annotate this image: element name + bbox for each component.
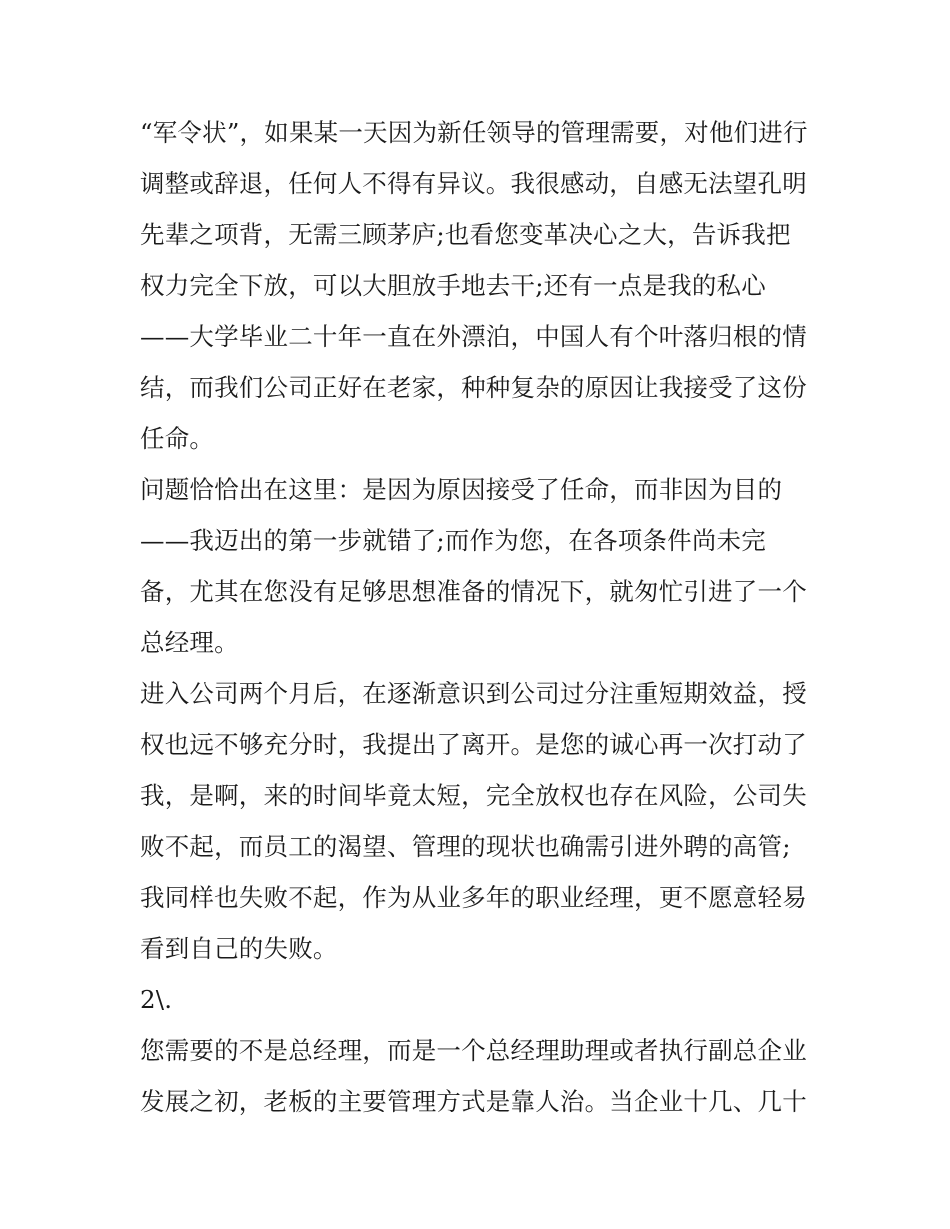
text-line: 结，而我们公司正好在老家，种种复杂的原因让我接受了这份 [140,373,807,402]
text-line: 败不起，而员工的渴望、管理的现状也确需引进外聘的高管; [140,832,791,861]
text-line: 问题恰恰出在这里：是因为原因接受了任命，而非因为目的 [140,475,783,504]
text-line: 任命。 [140,424,215,453]
text-line: 我同样也失败不起，作为从业多年的职业经理，更不愿意轻易 [140,883,807,912]
text-line: 我，是啊，来的时间毕竟太短，完全放权也存在风险，公司失 [140,781,807,810]
section-number: 2\. [140,985,173,1014]
text-line: 权也远不够充分时，我提出了离开。是您的诚心再一次打动了 [140,730,807,759]
text-line: ——我迈出的第一步就错了;而作为您，在各项条件尚未完 [140,526,766,555]
text-line: 权力完全下放，可以大胆放手地去干;还有一点是我的私心 [140,271,766,300]
text-line: ——大学毕业二十年一直在外漂泊，中国人有个叶落归根的情 [140,322,807,351]
text-line: 先辈之项背，无需三顾茅庐;也看您变革决心之大，告诉我把 [140,220,791,249]
text-line: “军令状”，如果某一天因为新任领导的管理需要，对他们进行 [140,118,808,147]
text-line: 总经理。 [140,628,239,657]
body-text [140,107,820,1127]
text-line: 看到自己的失败。 [140,934,338,963]
text-line: 您需要的不是总经理，而是一个总经理助理或者执行副总企业 [140,1036,807,1065]
text-line: 进入公司两个月后，在逐渐意识到公司过分注重短期效益，授 [140,679,807,708]
text-line: 发展之初，老板的主要管理方式是靠人治。当企业十几、几十 [140,1087,807,1116]
text-line: 调整或辞退，任何人不得有异议。我很感动，自感无法望孔明 [140,169,807,198]
text-line: 备，尤其在您没有足够思想准备的情况下，就匆忙引进了一个 [140,577,807,606]
